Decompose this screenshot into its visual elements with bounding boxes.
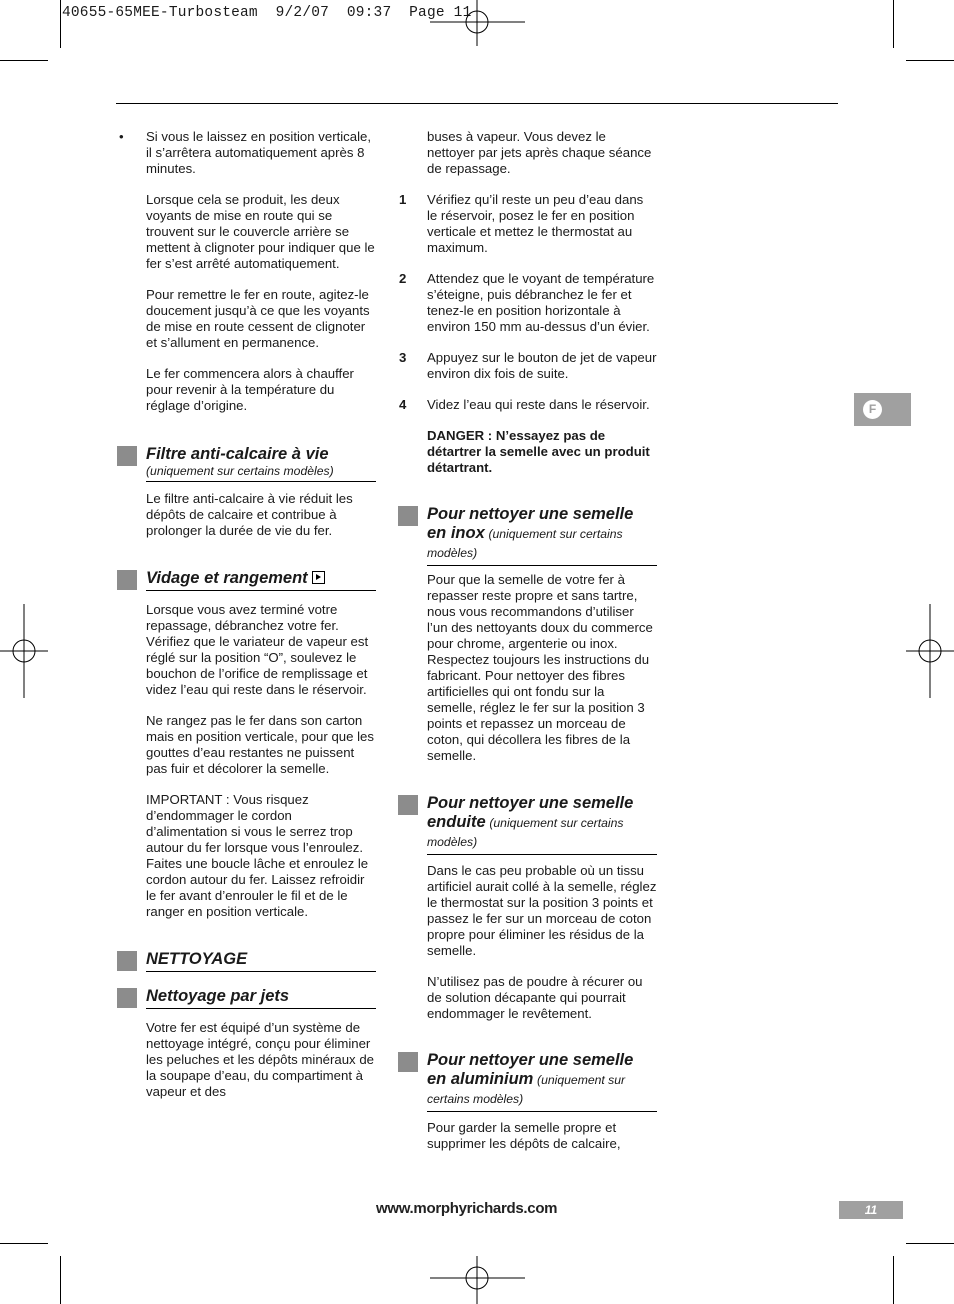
heading-marker [398,795,418,815]
heading-marker [398,506,418,526]
heading-title: Pour nettoyer une semelle enduite [427,794,634,831]
heading-title: Pour nettoyer une semelle en inox [427,505,634,542]
step-item [399,350,657,382]
heading-title: Nettoyage par jets [146,987,290,1005]
section-heading-vidage [146,569,376,591]
filtre-text: Le filtre anti-calcaire à vie réduit les dépôts de calcaire et contribue à prolonger la durée de vie du fer. [146,491,353,538]
section-heading-filtre [146,445,376,482]
step-item [399,397,657,413]
heading-marker [117,570,137,590]
vidage-paragraph: Lorsque vous avez terminé votre repassage, débranchez votre fer. Vérifiez que le variateur de vapeur est réglé sur la position “O”, soulevez le bouchon de l’orifice de remplissage et videz l’eau qui reste dans le réservoir. [146,602,369,697]
section-heading-aluminium [427,1051,657,1112]
print-header: 40655-65MEE-Turbosteam 9/2/07 09:37 Page 11 [62,5,472,21]
step-number: 2 [399,271,407,286]
step-text: Videz l’eau qui reste dans le réservoir. [427,397,650,412]
heading-title: NETTOYAGE [146,950,248,968]
bullet-mark: • [119,129,124,144]
heading-title: Filtre anti-calcaire à vie [146,445,329,463]
heading-marker [117,951,137,971]
intro-paragraph: Le fer commencera alors à chauffer pour revenir à la température du réglage d’origine. [146,366,354,413]
step-item [399,271,657,335]
vidage-paragraph: Ne rangez pas le fer dans son carton mais en position verticale, pour que les gouttes d’eau restantes ne puissent pas fuir et décolorer la semelle. [146,713,374,776]
enduite-paragraph: N’utilisez pas de poudre à récurer ou de solution décapante qui pourrait endommager le revêtement. [427,974,643,1021]
intro-paragraph: Pour remettre le fer en route, agitez-le doucement jusqu’à ce que les voyants de mise en route cessent de clignoter et s’allument en permanence. [146,287,370,350]
language-tab [854,393,911,426]
heading-subtitle: (uniquement sur certains modèles) [427,1073,626,1106]
website-url: www.morphyrichards.com [376,1200,558,1217]
heading-marker [117,446,137,466]
top-rule [116,103,838,104]
page-number: 11 [839,1201,903,1219]
danger-warning: DANGER : N’essayez pas de détartrer la semelle avec un produit détartrant. [427,428,650,475]
inox-text: Pour que la semelle de votre fer à repasser reste propre et sans tartre, nous vous recommandons d’utiliser l’un des nettoyants doux du commerce pour chrome, argenterie ou inox. Respectez toujours les instructions du fabricant. Pour nettoyer des fibres artificielles qui ont fondu sur la semelle, réglez le fer sur la position 3 points et repassez un morceau de coton, qui décollera les fibres de la semelle. [427,572,653,763]
section-heading-jets [146,987,376,1009]
section-heading-inox [427,505,657,566]
section-heading-enduite [427,794,657,855]
heading-subtitle: (uniquement sur certains modèles) [427,816,624,849]
heading-title: Vidage et rangement [146,569,308,587]
language-tab-letter: F [863,400,882,419]
intro-bullet [119,129,376,177]
section-heading-nettoyage [146,950,376,972]
jets-continued: buses à vapeur. Vous devez le nettoyer par jets après chaque séance de repassage. [427,129,652,176]
heading-subtitle: (uniquement sur certains modèles) [427,527,623,560]
step-text: Vérifiez qu’il reste un peu d’eau dans le réservoir, posez le fer en position verticale et mettez le thermostat au maximum. [427,192,644,255]
aluminium-text: Pour garder la semelle propre et supprimer les dépôts de calcaire, [427,1120,621,1151]
play-box-icon [312,571,325,584]
step-number: 4 [399,397,407,412]
step-item [399,192,657,256]
heading-marker [117,988,137,1008]
heading-title: Pour nettoyer une semelle en aluminium [427,1051,634,1088]
step-text: Attendez que le voyant de température s’éteigne, puis débranchez le fer et tenez-le en position horizontale à environ 150 mm au-dessus d’un évier. [427,271,655,334]
intro-paragraph: Lorsque cela se produit, les deux voyants de mise en route qui se trouvent sur le couvercle arrière se mettent à clignoter pour indiquer que le fer s’est arrêté automatiquement. [146,192,375,271]
jets-text: Votre fer est équipé d’un système de nettoyage intégré, conçu pour éliminer les peluches et les dépôts minéraux de la soupape d’eau, du compartiment à vapeur et des [146,1020,374,1099]
heading-marker [398,1052,418,1072]
step-text: Appuyez sur le bouton de jet de vapeur environ dix fois de suite. [427,350,657,381]
right-column [399,129,657,1152]
step-number: 1 [399,192,407,207]
vidage-paragraph: IMPORTANT : Vous risquez d’endommager le cordon d’alimentation si vous le serrez trop autour du fer lorsque vous l’enroulez. Faites une boucle lâche et enroulez le cordon autour du fer. Laissez refroidir le fer avant d’enrouler le fil et de le ranger en position verticale. [146,792,369,919]
step-number: 3 [399,350,407,365]
enduite-paragraph: Dans le cas peu probable où un tissu artificiel aurait collé à la semelle, réglez le thermostat sur la position 3 points et passez le fer sur un morceau de coton propre pour éliminer les résidus de la semelle. [427,863,657,958]
intro-bullet-text: Si vous le laissez en position verticale, il s’arrêtera automatiquement après 8 minutes. [146,129,372,176]
left-column [119,129,376,1100]
heading-subtitle: (uniquement sur certains modèles) [146,464,334,478]
